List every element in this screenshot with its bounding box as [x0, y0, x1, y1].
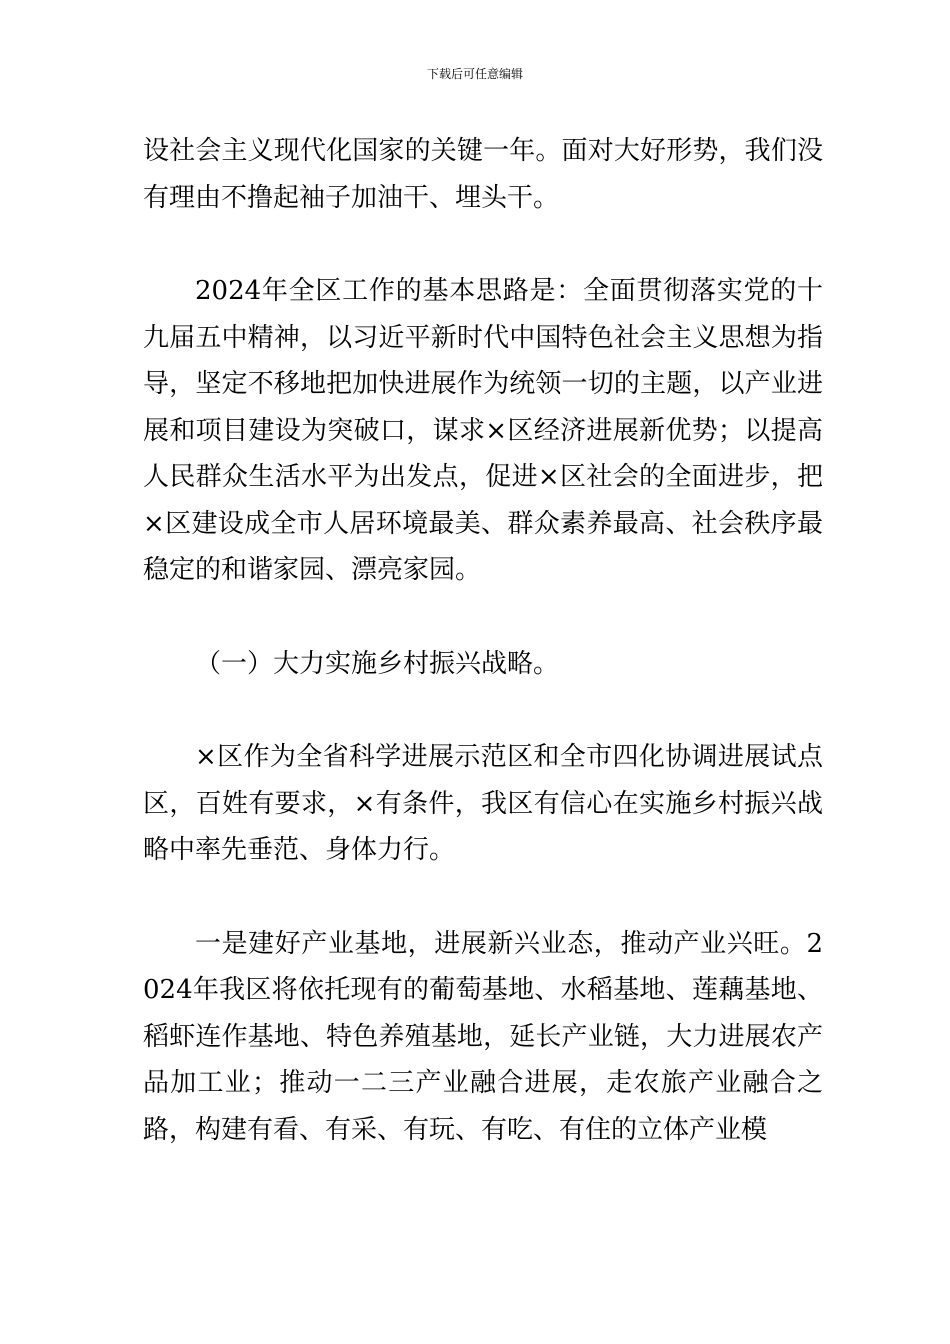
page-header-note: 下载后可任意编辑 — [426, 67, 523, 81]
paragraph-continuation: 设社会主义现代化国家的关键一年。面对大好形势，我们没有理由不撸起袖子加油干、埋头干。 — [143, 136, 823, 213]
paragraph-demonstration-zone: ×区作为全省科学进展示范区和全市四化协调进展试点区，百姓有要求，×有条件，我区有信心在实施乡村振兴战略中率先垂范、身体力行。 — [143, 742, 823, 865]
document-body — [143, 128, 823, 1153]
section-heading: （一）大力实施乡村振兴战略。 — [195, 648, 560, 679]
paragraph-basic-approach: 2024年全区工作的基本思路是：全面贯彻落实党的十九届五中精神，以习近平新时代中国特色社会主义思想为指导，坚定不移地把加快进展作为统领一切的主题，以产业进展和项目建设为突破口，谋求×区经济进展新优势；以提高人民群众生活水平为出发点，促进×区社会的全面进步，把×区建设成全市人居环境最美、群众素养最高、社会秩序最稳定的和谐家园、漂亮家园。 — [143, 276, 823, 585]
paragraph-industry-base: 一是建好产业基地，进展新兴业态，推动产业兴旺。2024年我区将依托现有的葡萄基地、水稻基地、莲藕基地、稻虾连作基地、特色养殖基地，延长产业链，大力进展农产品加工业；推动一二三产业融合进展，走农旅产业融合之路，构建有看、有采、有玩、有吃、有住的立体产业模 — [143, 928, 823, 1145]
